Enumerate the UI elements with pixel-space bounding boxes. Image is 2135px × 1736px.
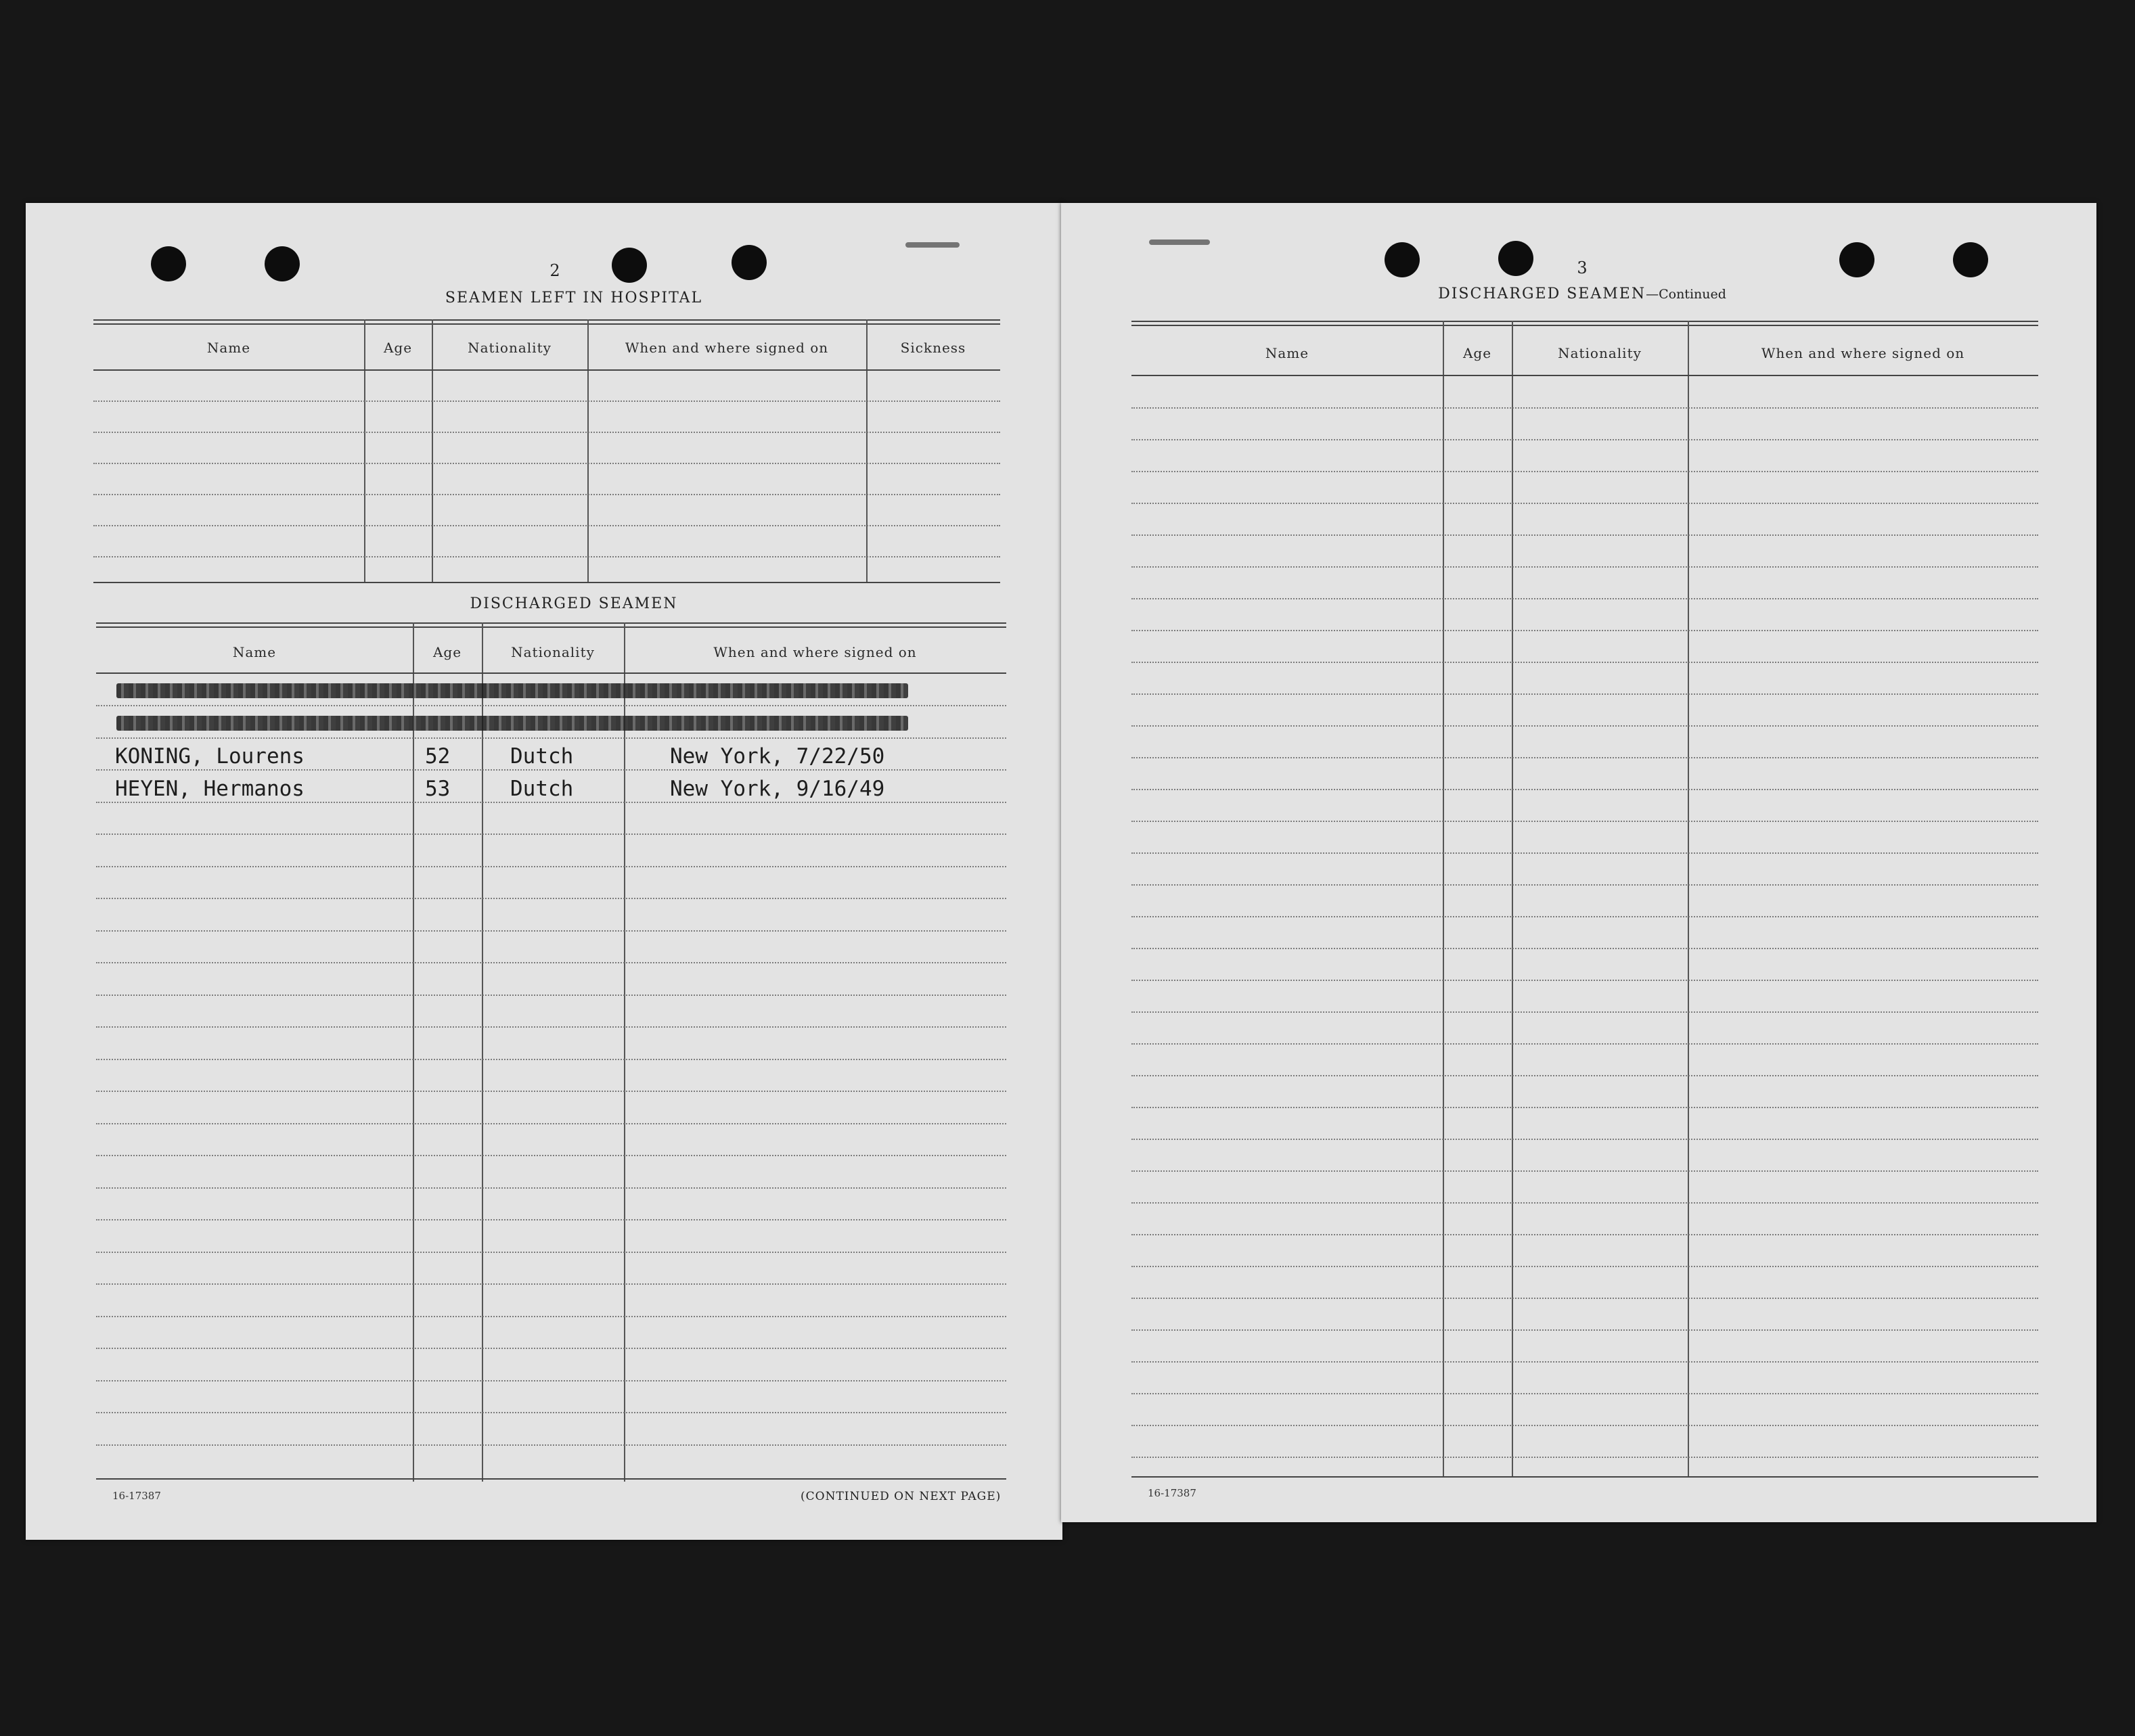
column-header-nationality: Nationality — [468, 340, 552, 356]
column-header-age: Age — [432, 644, 462, 660]
ruled-line — [1131, 1266, 2038, 1267]
ruled-line — [96, 1444, 1006, 1446]
ruled-line — [96, 1316, 1006, 1317]
ink-smudge — [905, 242, 960, 248]
ruled-line — [1131, 1107, 2038, 1108]
column-header-age: Age — [1462, 345, 1492, 361]
seaman-name: KONING, Lourens — [115, 744, 305, 769]
ruled-line — [96, 1380, 1006, 1381]
ruled-line — [1131, 534, 2038, 536]
title-text: DISCHARGED SEAMEN — [1438, 285, 1646, 302]
seaman-signed-on: New York, 7/22/50 — [670, 744, 885, 769]
discharged-section-title: DISCHARGED SEAMEN — [470, 595, 678, 612]
ruled-line — [1131, 693, 2038, 695]
ruled-line — [1131, 1361, 2038, 1363]
ruled-line — [1131, 439, 2038, 440]
ruled-line — [1131, 1170, 2038, 1172]
struck-out-entry — [116, 716, 908, 731]
seaman-nationality: Dutch — [510, 744, 574, 769]
ruled-line — [1131, 1234, 2038, 1235]
form-number: 16-17387 — [1148, 1487, 1196, 1499]
ruled-line — [1131, 1139, 2038, 1140]
continued-note: (CONTINUED ON NEXT PAGE) — [801, 1490, 1002, 1503]
ruled-line — [96, 833, 1006, 835]
ruled-line — [96, 1123, 1006, 1124]
ruled-line — [1131, 980, 2038, 981]
ruled-line — [96, 1412, 1006, 1413]
punch-hole — [612, 248, 647, 283]
ruled-line — [1131, 1425, 2038, 1426]
struck-out-entry — [116, 683, 908, 698]
punch-hole — [1953, 242, 1988, 277]
seaman-age: 53 — [425, 777, 451, 801]
ruled-line — [96, 995, 1006, 996]
column-header-nationality: Nationality — [511, 644, 595, 660]
hospital-table — [93, 319, 1000, 583]
seaman-signed-on: New York, 9/16/49 — [670, 777, 885, 801]
ruled-line — [1131, 789, 2038, 790]
ruled-line — [1131, 566, 2038, 568]
page-number: 2 — [549, 261, 560, 280]
column-header-name: Name — [206, 340, 251, 356]
ruled-line — [96, 769, 1006, 771]
ruled-line — [96, 705, 1006, 706]
hospital-section-title: SEAMEN LEFT IN HOSPITAL — [445, 290, 703, 306]
ruled-line — [1131, 503, 2038, 504]
punch-hole — [1385, 242, 1420, 277]
discharged-continued-table — [1131, 321, 2038, 1478]
column-header-signed-on: When and where signed on — [1761, 345, 1965, 361]
ruled-line — [1131, 1329, 2038, 1331]
ruled-line — [1131, 598, 2038, 599]
ruled-line — [96, 1155, 1006, 1156]
form-number: 16-17387 — [112, 1490, 161, 1502]
ruled-line — [1131, 1393, 2038, 1394]
ruled-line — [96, 930, 1006, 932]
ruled-line — [1131, 630, 2038, 631]
ruled-line — [96, 1187, 1006, 1189]
punch-hole — [732, 245, 767, 280]
ink-smudge — [1149, 239, 1210, 245]
column-header-sickness: Sickness — [900, 340, 966, 356]
page-number: 3 — [1577, 258, 1588, 277]
seaman-nationality: Dutch — [510, 777, 574, 801]
punch-hole — [151, 246, 186, 281]
ruled-line — [96, 737, 1006, 739]
ruled-line — [1131, 1011, 2038, 1013]
ruled-line — [1131, 407, 2038, 409]
table-bottom-rule — [96, 1478, 1006, 1480]
ruled-line — [1131, 725, 2038, 727]
ruled-line — [96, 1091, 1006, 1092]
seaman-name: HEYEN, Hermanos — [115, 777, 305, 801]
ruled-line — [96, 1059, 1006, 1060]
ruled-line — [1131, 1043, 2038, 1045]
ruled-line — [96, 1283, 1006, 1285]
column-header-age: Age — [383, 340, 413, 356]
table-bottom-rule — [1131, 1476, 2038, 1478]
column-header-signed-on: When and where signed on — [713, 644, 917, 660]
ruled-line — [1131, 948, 2038, 949]
ruled-line — [1131, 821, 2038, 822]
ruled-line — [96, 866, 1006, 867]
ruled-line — [1131, 884, 2038, 886]
ruled-line — [1131, 757, 2038, 758]
right-page — [1061, 203, 2096, 1522]
ruled-line — [96, 898, 1006, 899]
ruled-line — [96, 1026, 1006, 1028]
ruled-line — [1131, 662, 2038, 663]
ruled-line — [96, 1348, 1006, 1349]
title-suffix: —Continued — [1646, 287, 1726, 302]
ruled-line — [1131, 1298, 2038, 1299]
left-page — [26, 203, 1062, 1540]
ruled-line — [1131, 1075, 2038, 1076]
ruled-line — [96, 1219, 1006, 1220]
punch-hole — [1839, 242, 1874, 277]
column-header-name: Name — [1265, 345, 1309, 361]
seaman-age: 52 — [425, 744, 451, 769]
ruled-line — [96, 802, 1006, 803]
punch-hole — [265, 246, 300, 281]
ruled-line — [1131, 1202, 2038, 1204]
column-header-name: Name — [232, 644, 277, 660]
column-header-signed-on: When and where signed on — [625, 340, 829, 356]
ruled-line — [96, 1252, 1006, 1253]
ruled-line — [1131, 916, 2038, 917]
ruled-line — [1131, 471, 2038, 472]
column-header-nationality: Nationality — [1558, 345, 1642, 361]
ruled-line — [1131, 1457, 2038, 1458]
ruled-line — [96, 962, 1006, 963]
discharged-continued-title — [1332, 285, 1833, 302]
ruled-line — [1131, 852, 2038, 854]
punch-hole — [1498, 241, 1533, 276]
